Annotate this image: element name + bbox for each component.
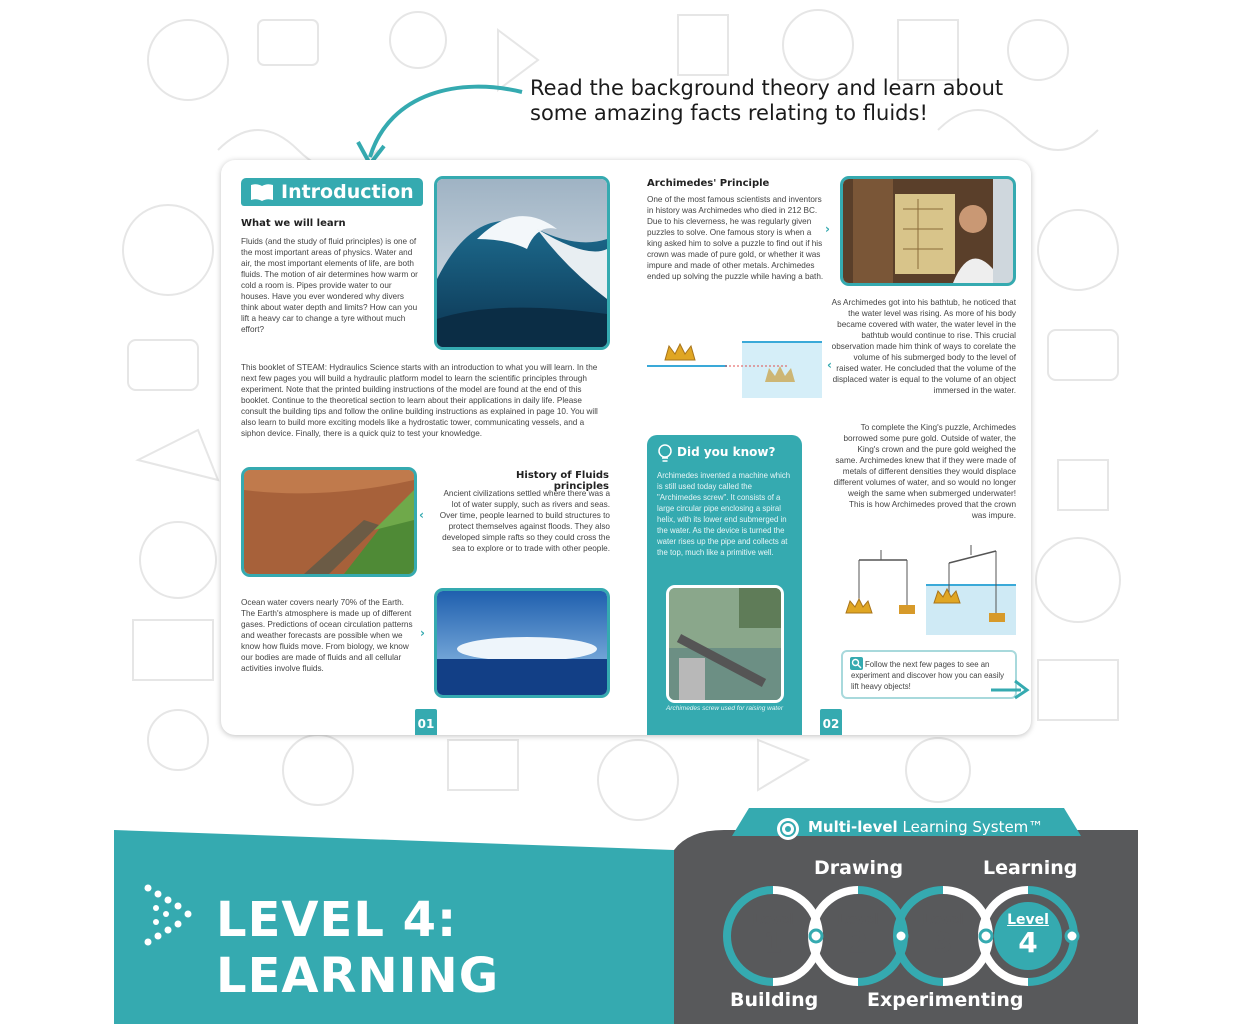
learning-system-logo-icon: [775, 816, 801, 842]
stage-learning: Learning: [983, 857, 1078, 879]
open-book-icon: [249, 182, 275, 202]
stage-drawing: Drawing: [814, 857, 904, 879]
level-4-word: Level: [1007, 912, 1049, 928]
introduction-title: Introduction: [281, 181, 414, 203]
did-you-know-title: Did you know?: [677, 445, 776, 459]
level-4-number: 4: [1018, 926, 1038, 959]
archimedes-text: One of the most famous scientists and inventors in history was Archimedes who died in 212 BC. Due to his cleverness, he was regularly given puzzles to solve. One famous story is when a king asked him to solve a puzzle to find out if his crown was made of pure gold, or whether it was impure and made of other metals. Archimedes ended up solving the puzzle while having a bath.: [647, 195, 824, 281]
balance-scale-diagram: [841, 545, 1016, 637]
history-heading: History of Fluids principles: [516, 470, 609, 492]
chevron-right-icon: ›: [420, 626, 425, 640]
page-number-1: 01: [415, 709, 437, 735]
level-title-line2: LEARNING: [216, 948, 500, 1004]
river-photo: [241, 467, 417, 577]
archimedes-illustration: [840, 176, 1016, 286]
screw-caption: Archimedes screw used for raising water: [665, 705, 784, 712]
bath-text: As Archimedes got into his bathtub, he noticed that the water level was rising. As more of his body became covered with water, the water level in the bathtub would continue to rise. This crucial observation made him think of ways to corelate the volume of his submerged body to the level of raised water. He concluded that the volume of the displaced water is equal to the volume of an object immersed in the water.: [831, 298, 1016, 395]
what-heading: What we will learn: [241, 218, 346, 229]
wave-photo: [434, 176, 610, 350]
chevron-left-icon: ‹: [419, 508, 424, 522]
dots-arrow-icon: [142, 882, 202, 950]
lightbulb-icon: [656, 443, 674, 463]
chevron-right-icon: ›: [825, 222, 830, 236]
learning-system-title: [808, 818, 1043, 836]
headline: Read the background theory and learn about some amazing facts relating to fluids!: [530, 76, 1004, 125]
learning-system-bold: Multi-level: [808, 818, 898, 836]
level-1-word: Level: [752, 912, 794, 928]
did-you-know-box: [647, 435, 802, 735]
archimedes-heading: Archimedes' Principle: [647, 178, 770, 189]
booklet-intro-text: This booklet of STEAM: Hydraulics Science starts with an introduction to what you will learn. In the next few pages you will build a hydraulic platform model to learn the scientific principles through experiment. Note that the printed building instructions of the model are found at the end of this booklet. Continue to the theoretical section to learn about their applications in daily life. Please consult the building tips and follow the online building instructions as explained in page 10. You will also learn to build more exciting models like a hydrostatic tower, communicating vessels, and a siphon device. Finally, there is a quick quiz to test your knowledge.: [241, 363, 598, 438]
ocean-text: Ocean water covers nearly 70% of the Earth. The Earth's atmosphere is made up of different gases. Predictions of ocean circulation patterns and weather forecasts are possible when we know how fluids move. From biology, we know our bodies are made of fluids and all cellular activities involve fluids.: [241, 598, 413, 673]
level-3-word: Level: [922, 912, 964, 928]
page-number-2: 02: [820, 709, 842, 735]
curved-arrow-icon: [350, 72, 540, 172]
archimedes-screw-photo: [666, 585, 784, 703]
learning-system-rest: Learning System™: [897, 818, 1044, 836]
level-1-number: 1: [763, 926, 783, 959]
level-2-word: Level: [837, 912, 879, 928]
follow-text: Follow the next few pages to see an experiment and discover how you can easily lift heavy objects!: [851, 660, 1004, 691]
level-3-number: 3: [933, 926, 953, 959]
introduction-tab: [241, 178, 423, 206]
stage-experimenting: Experimenting: [867, 989, 1024, 1011]
booklet-spread: [221, 160, 1031, 735]
king-text: To complete the King's puzzle, Archimedes borrowed some pure gold. Outside of water, the King's crown and the pure gold weighed the same. Archimedes knew that if they were made of metals of different densities they would displace different volumes of water, and so would no longer weigh the same when submerged underwater! This is how Archimedes proved that the crown was impure.: [833, 423, 1016, 520]
did-you-know-text: Archimedes invented a machine which is still used today called the "Archimedes screw". It consists of a large circular pipe enclosing a spiral helix, with its lower end submerged in the water. As the device is turned the water rises up the pipe and collects at the top, much like a primitive well.: [657, 471, 791, 557]
crown-water-diagram: [647, 330, 822, 402]
level-2-number: 2: [848, 926, 868, 959]
what-text: Fluids (and the study of fluid principles) is one of the most important areas of physics. Water and air, the most important elements of life, are both fluids. The motion of air determines how warm or cold a room is. Pipes provide water to our houses. Have you ever wondered why divers think about water depth and limits? How can you lift a heavy car to change a tyre without much effort?: [241, 237, 418, 334]
level-title-line1: LEVEL 4:: [216, 892, 458, 948]
ocean-sky-photo: [434, 588, 610, 698]
arrow-right-icon: [991, 678, 1031, 700]
level-title: [216, 892, 499, 1004]
history-text: Ancient civilizations settled where there was a lot of water supply, such as rivers and seas. Over time, people learned to build structures to protect themselves against floods. They also developed simple rafts so they could cross the sea to explore or to trade with other people.: [439, 489, 610, 553]
chevron-left-icon: ‹: [827, 358, 832, 372]
stage-building: Building: [730, 989, 819, 1011]
